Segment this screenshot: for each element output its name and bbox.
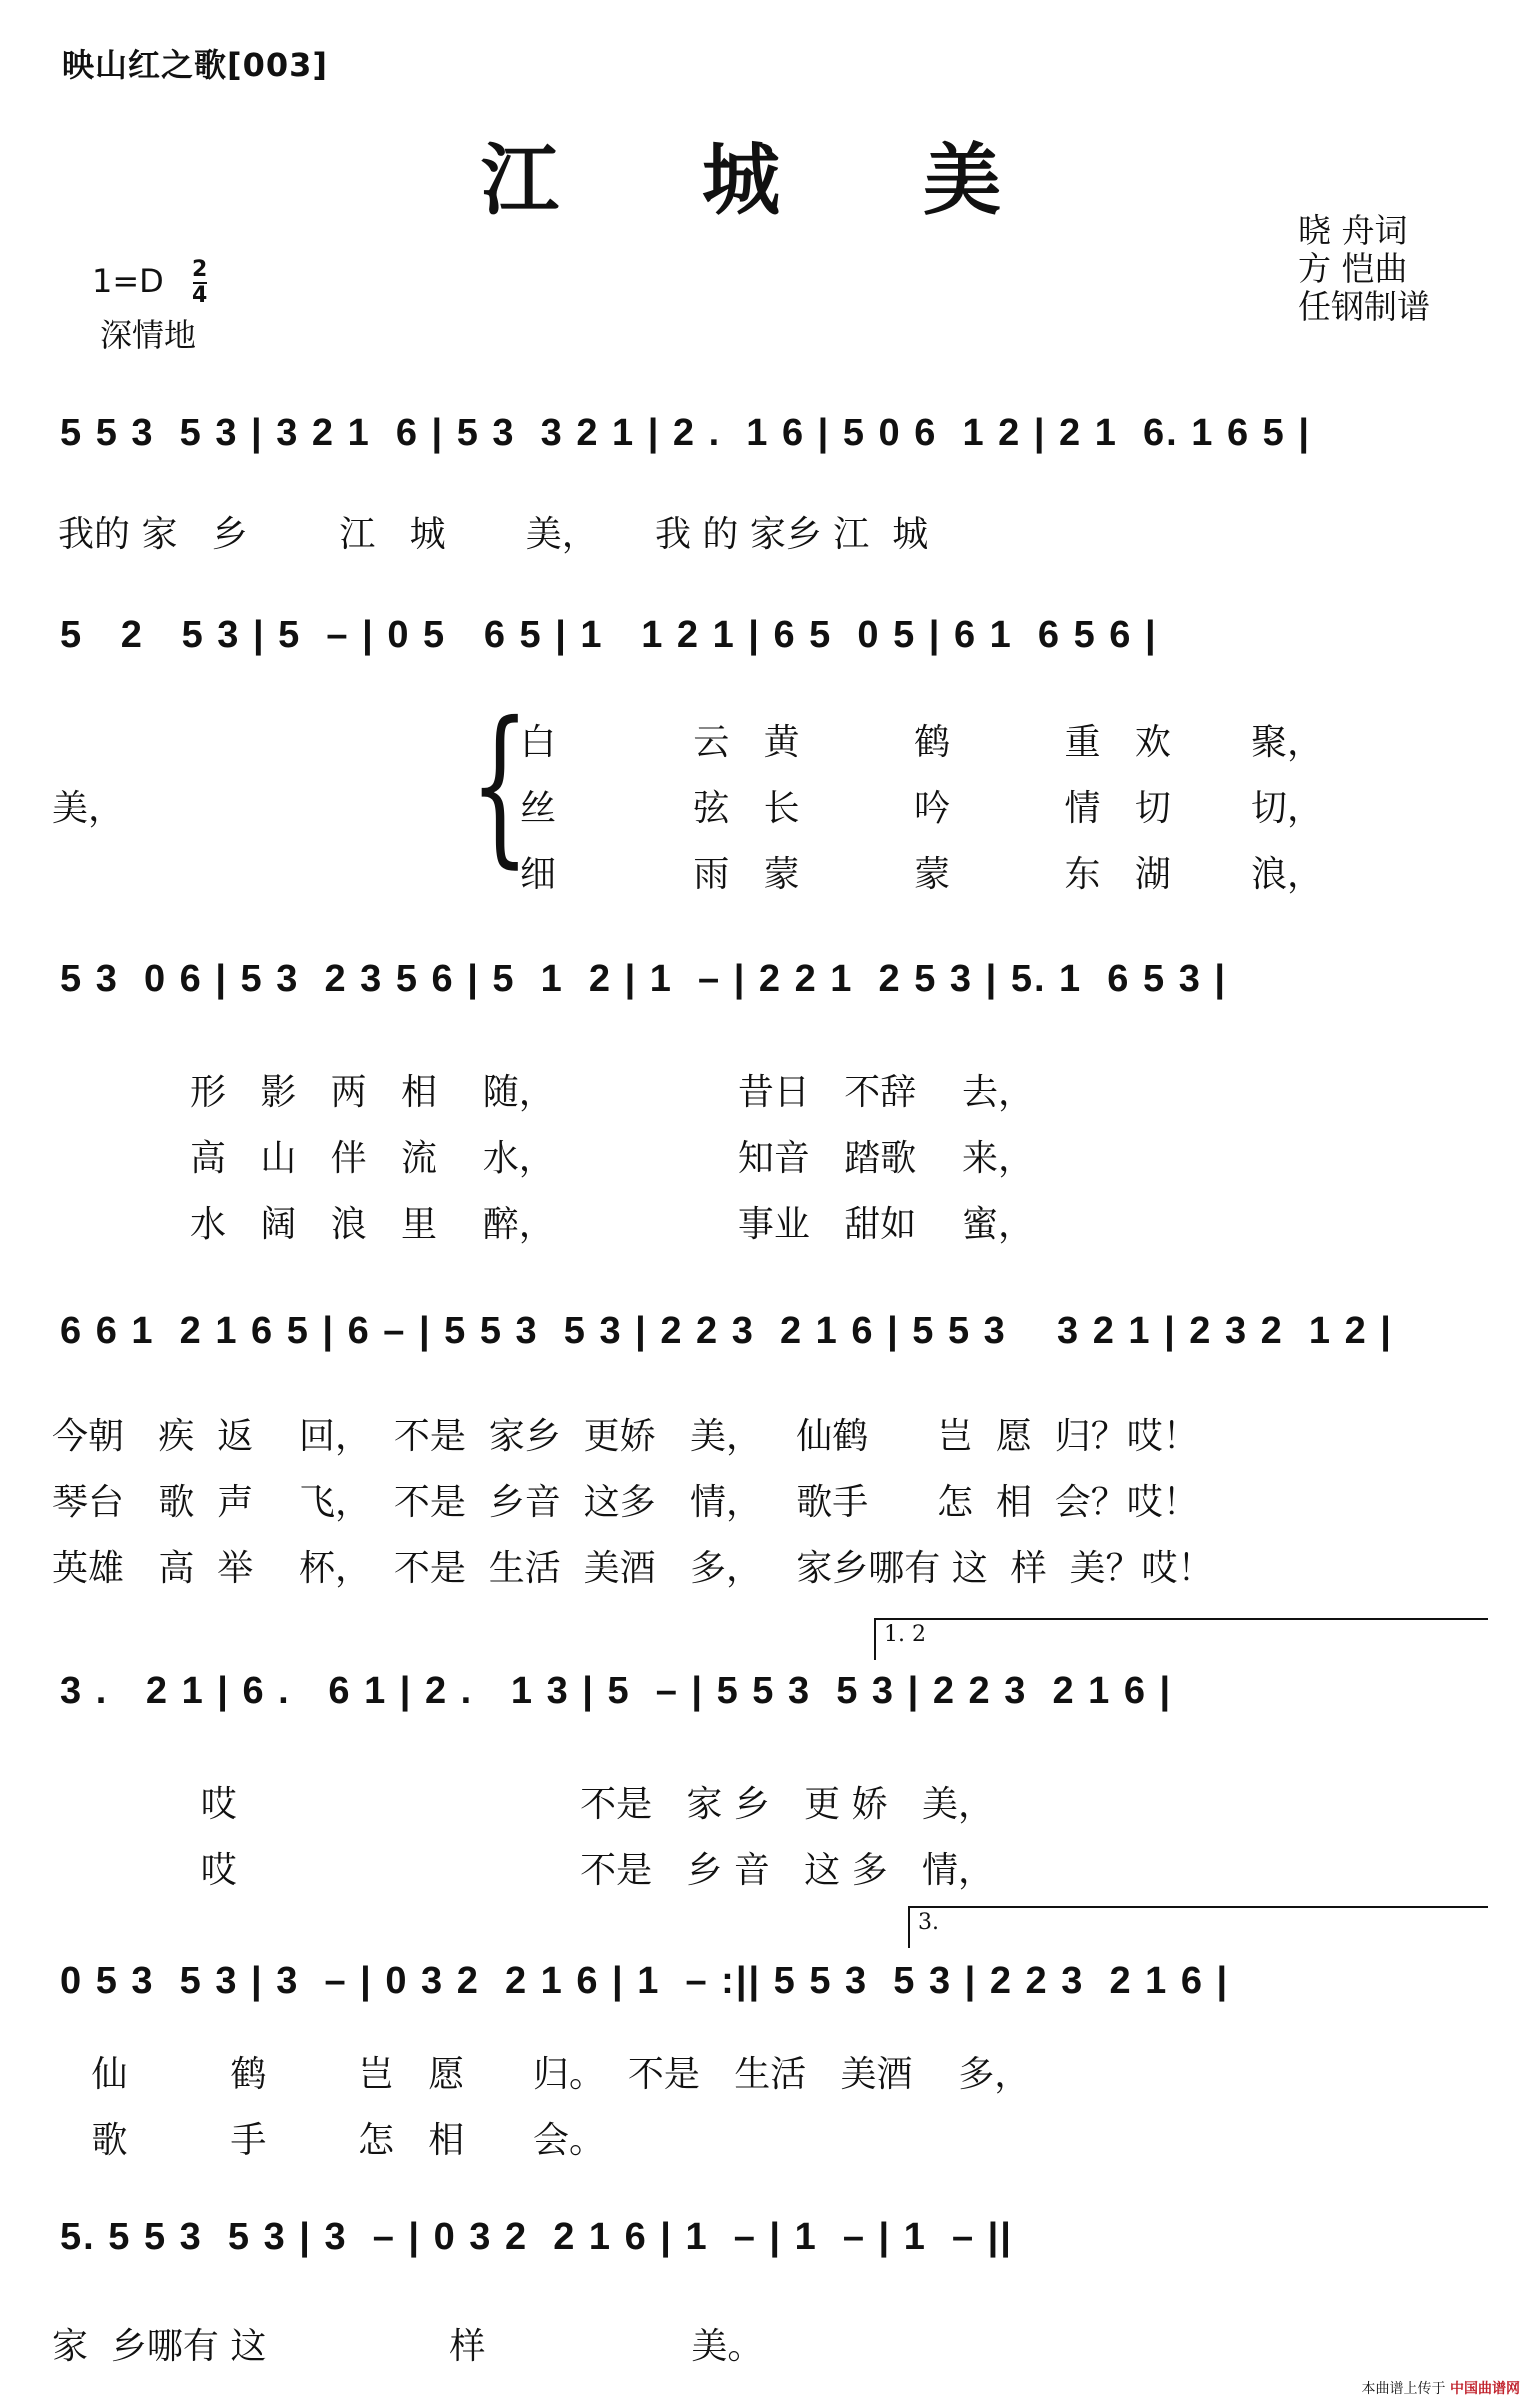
notation-line-5: 3 . 2 1 | 6 . 6 1 | 2 . 1 3 | 5 – | 5 5 3 5 3 | 2 2 3 2 1 6 | xyxy=(60,1670,1173,1712)
lyric-line-3-3: 水 阔 浪 里 醉， 事业 甜如 蜜， xyxy=(190,1204,1034,1245)
song-title: 江 城 美 xyxy=(480,135,1060,226)
lyric-line-7-1: 家 乡哪有 这 样 美。 xyxy=(52,2326,764,2367)
lyric-lead-2: 美， xyxy=(52,788,125,829)
time-numerator: 2 xyxy=(192,257,208,282)
notation-line-1: 5 5 3 5 3 | 3 2 1 6 | 5 3 3 2 1 | 2 . 1 6 | 5 0 6 1 2 | 2 1 6. 1 6 5 | xyxy=(60,412,1311,454)
verse-brace: { xyxy=(470,686,530,884)
notation-line-3: 5 3 0 6 | 5 3 2 3 5 6 | 5 1 2 | 1 – | 2 2 1 2 5 3 | 5. 1 6 5 3 | xyxy=(60,958,1228,1000)
footer-text: 本曲谱上传于 xyxy=(1361,2381,1446,2397)
volta-ending-1-2 xyxy=(874,1618,1488,1660)
notation-line-6: 0 5 3 5 3 | 3 – | 0 3 2 2 1 6 | 1 – :|| 5 5 3 5 3 | 2 2 3 2 1 6 | xyxy=(60,1960,1230,2002)
lyric-line-5-2: 哎 不是 乡 音 这 多 情， xyxy=(52,1850,994,1891)
lyric-line-2-1: 白 云 黄 鹤 重 欢 聚， xyxy=(520,722,1323,763)
notation-line-2: 5 2 5 3 | 5 – | 0 5 6 5 | 1 1 2 1 | 6 5 0 5 | 6 1 6 5 6 | xyxy=(60,614,1158,656)
lyric-line-2-2: 丝 弦 长 吟 情 切 切， xyxy=(520,788,1323,829)
notation-line-4: 6 6 1 2 1 6 5 | 6 – | 5 5 3 5 3 | 2 2 3 2 1 6 | 5 5 3 3 2 1 | 2 3 2 1 2 | xyxy=(60,1310,1393,1352)
lyric-line-6-2: 歌 手 怎 相 会。 xyxy=(80,2120,605,2161)
volta-label-3: 3. xyxy=(918,1910,939,1935)
series-tag: 映山红之歌[003] xyxy=(62,46,329,84)
footer-credit xyxy=(1362,2378,1520,2398)
lyric-line-6-1: 仙 鹤 岂 愿 归。 不是 生活 美酒 多， xyxy=(80,2054,1031,2095)
time-denominator: 4 xyxy=(192,283,208,308)
time-signature xyxy=(192,258,207,308)
tempo-marking: 深情地 xyxy=(100,316,197,354)
lyric-line-1-1: 我的 家 乡 江 城 美， 我 的 家乡 江 城 xyxy=(58,514,929,555)
lyric-line-4-1: 今朝 疾 返 回， 不是 家乡 更娇 美， 仙鹤 岂 愿 归？哎！ xyxy=(52,1416,1199,1457)
lyric-line-3-1: 形 影 两 相 随， 昔日 不辞 去， xyxy=(190,1072,1034,1113)
composer-credit: 方 恺曲 xyxy=(1298,249,1408,288)
lyric-line-2-3: 细 雨 蒙 蒙 东 湖 浪， xyxy=(520,854,1323,895)
lyric-line-4-2: 琴台 歌 声 飞， 不是 乡音 这多 情， 歌手 怎 相 会？哎！ xyxy=(52,1482,1199,1523)
notation-line-7: 5. 5 5 3 5 3 | 3 – | 0 3 2 2 1 6 | 1 – | 1 – | 1 – || xyxy=(60,2216,1013,2258)
key-signature: 1=D xyxy=(92,262,164,300)
lyric-line-3-2: 高 山 伴 流 水， 知音 踏歌 来， xyxy=(190,1138,1034,1179)
lyricist-credit: 晓 舟词 xyxy=(1298,211,1408,250)
credits xyxy=(1298,212,1430,326)
lyric-line-5-1: 哎 不是 家 乡 更 娇 美， xyxy=(52,1784,994,1825)
arranger-credit: 任钢制谱 xyxy=(1298,287,1430,326)
footer-site: 中国曲谱网 xyxy=(1450,2381,1520,2397)
lyric-line-4-3: 英雄 高 举 杯， 不是 生活 美酒 多， 家乡哪有 这 样 美？哎！ xyxy=(52,1548,1214,1589)
volta-label-1-2: 1. 2 xyxy=(884,1622,926,1647)
volta-ending-3 xyxy=(908,1906,1488,1948)
